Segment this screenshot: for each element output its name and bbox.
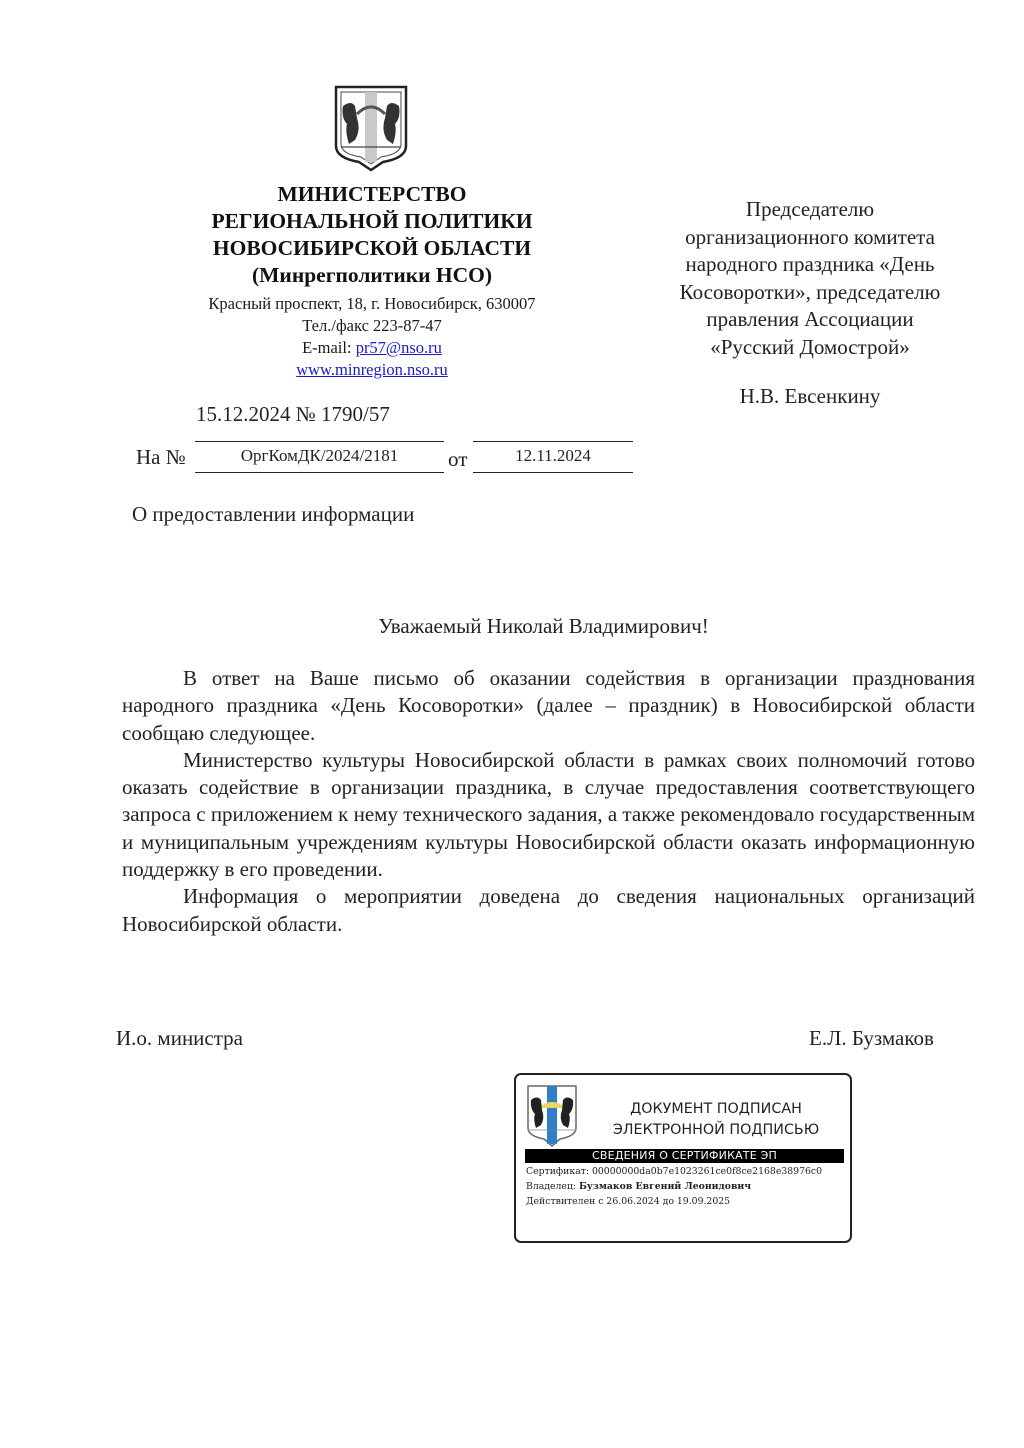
- certificate-row: [526, 1166, 822, 1177]
- paragraph: Министерство культуры Новосибирской области в рамках своих полномочий готово оказать содействие в организации праздника, в случае предоставления соответствующего запроса с приложением к нему технического задания, а также рекомендовало государственным и муниципальным учреждениям культуры Новосибирской области оказать информационную поддержку в его проведении.: [122, 747, 975, 882]
- coat-of-arms-icon: [526, 1084, 578, 1148]
- organization-contacts: [150, 293, 594, 381]
- addressee-line: «Русский Домострой»: [710, 334, 910, 359]
- org-name-line: МИНИСТЕРСТВО: [277, 182, 467, 206]
- reference-number: ОргКомДК/2024/2181: [195, 441, 444, 473]
- certificate-serial: 00000000da0b7e1023261ce0f8ce2168e38976c0: [591, 1166, 823, 1177]
- org-short-name: (Минрегполитики НСО): [251, 263, 493, 287]
- addressee-block: [640, 196, 980, 361]
- electronic-signature-stamp: [514, 1073, 852, 1243]
- email-label: E-mail:: [302, 338, 356, 357]
- reference-date: 12.11.2024: [473, 441, 633, 473]
- owner-row: [526, 1181, 751, 1192]
- website-link[interactable]: www.minregion.nso.ru: [296, 360, 448, 379]
- certificate-label: Сертификат:: [526, 1166, 592, 1177]
- addressee-line: правления Ассоциации: [706, 307, 914, 331]
- outgoing-date-number: 15.12.2024 № 1790/57: [196, 402, 390, 426]
- addressee-line: Председателю: [745, 197, 875, 221]
- validity-row: Действителен с 26.06.2024 до 19.09.2025: [526, 1196, 731, 1207]
- org-website-row: [150, 359, 594, 381]
- owner-name: Бузмаков Евгений Леонидович: [578, 1181, 752, 1192]
- addressee-line: организационного комитета: [685, 224, 935, 249]
- org-name-line: НОВОСИБИРСКОЙ ОБЛАСТИ: [212, 236, 532, 260]
- organization-name: [150, 181, 594, 289]
- org-name-line: РЕГИОНАЛЬНОЙ ПОЛИТИКИ: [211, 209, 533, 233]
- reference-from-label: от: [448, 447, 468, 471]
- stamp-title-line: ЭЛЕКТРОННОЙ ПОДПИСЬЮ: [612, 1122, 820, 1138]
- email-link[interactable]: pr57@nso.ru: [355, 338, 442, 357]
- greeting: Уважаемый Николай Владимирович!: [378, 614, 709, 638]
- certificate-info-header: СВЕДЕНИЯ О СЕРТИФИКАТЕ ЭП: [525, 1149, 844, 1163]
- reference-label: На №: [136, 445, 186, 469]
- signatory-name: Е.Л. Бузмаков: [809, 1026, 934, 1050]
- addressee-line: народного праздника «День: [685, 252, 935, 276]
- org-email-row: [150, 337, 594, 359]
- paragraph: Информация о мероприятии доведена до сведения национальных организаций Новосибирской области.: [122, 884, 975, 936]
- letter-subject: О предоставлении информации: [132, 502, 415, 526]
- org-phone: Тел./факс 223-87-47: [302, 316, 442, 335]
- addressee-name: Н.В. Евсенкину: [739, 384, 881, 408]
- stamp-title-line: ДОКУМЕНТ ПОДПИСАН: [630, 1101, 802, 1117]
- paragraph: В ответ на Ваше письмо об оказании содействия в организации празднования народного праздника «День Косоворотки» (далее – праздник) в Новосибирской области сообщаю следующее.: [122, 666, 975, 745]
- stamp-title: [582, 1099, 850, 1141]
- owner-label: Владелец:: [526, 1181, 579, 1192]
- addressee-line: Косоворотки», председателю: [679, 279, 941, 304]
- signatory-role: И.о. министра: [116, 1026, 243, 1050]
- letter-body: [122, 665, 975, 938]
- coat-of-arms-icon: [333, 84, 409, 172]
- org-address: Красный проспект, 18, г. Новосибирск, 630007: [208, 294, 536, 313]
